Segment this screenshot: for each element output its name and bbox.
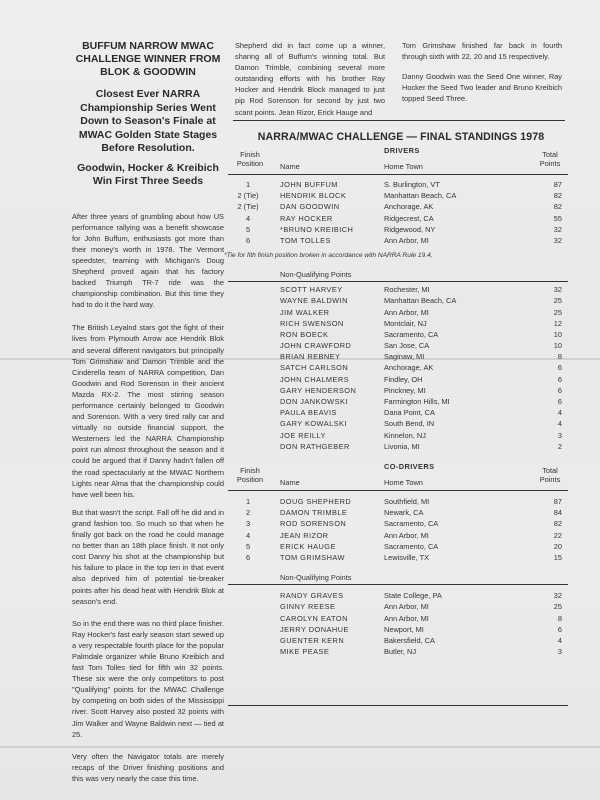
table-row [228, 441, 568, 452]
total-points: 6 [557, 374, 562, 384]
col-finish-position [228, 150, 272, 168]
competitor-name: GARY KOWALSKI [280, 419, 347, 429]
competitor-name: JOHN CHALMERS [280, 374, 350, 384]
competitor-name: *BRUNO KREIBICH [280, 224, 354, 234]
table-row [228, 213, 568, 224]
codrivers-nq-rows [228, 590, 568, 657]
table-row [228, 530, 568, 541]
competitor-name: JOE REILLY [280, 430, 326, 440]
competitor-name: JEAN RIZOR [280, 530, 329, 540]
table-row [228, 385, 568, 396]
table-row [228, 351, 568, 362]
competitor-name: GINNY REESE [280, 602, 336, 612]
finish-position: 6 [245, 552, 251, 562]
home-town: S. Burlington, VT [384, 180, 440, 189]
competitor-name: RANDY GRAVES [280, 591, 344, 601]
home-town: South Bend, IN [384, 419, 435, 429]
total-points: 4 [557, 419, 562, 429]
home-town: Saginaw, MI [384, 352, 425, 362]
table-row [228, 430, 568, 441]
home-town: Newark, CA [384, 508, 424, 518]
home-town: Southfield, MI [384, 497, 430, 506]
table-row [228, 496, 568, 507]
col-label: Total [542, 150, 558, 159]
article-paragraph: So in the end there was no third place finisher. Ray Hocker's fast early season start sewed up a very respectable fourth place for the popular Palmdale organizer while Bruno Kreibich and fast Tom Tolles tied for fifth win 32 points. These six were the only competitors to post "Qualifying" points for the MWAC Challenge by competing on both sides of the Mississippi river. Scott Harvey also posted 32 points with Jim Walker and Wayne Baldwin next — tied at 25. [72, 618, 224, 739]
table-row [228, 552, 568, 563]
table-header [228, 146, 568, 174]
section-codrivers: CO-DRIVERS [384, 462, 435, 471]
drivers-rows [228, 179, 568, 246]
home-town: Ridgecrest, CA [384, 213, 434, 223]
finish-position: 6 [245, 235, 251, 245]
table-row [228, 635, 568, 646]
competitor-name: TOM TOLLES [280, 235, 331, 245]
table-row [228, 418, 568, 429]
col-label: Position [236, 159, 264, 168]
finish-position: 1 [245, 180, 251, 189]
total-points: 32 [553, 235, 562, 245]
article-headline: BUFFUM NARROW MWAC CHALLENGE WINNER FROM BLOK & GOODWIN [75, 40, 221, 78]
col-label: Finish [240, 466, 260, 475]
table-row [228, 235, 568, 246]
competitor-name: SCOTT HARVEY [280, 285, 343, 295]
home-town: Ann Arbor, MI [384, 235, 429, 245]
competitor-name: DAN GOODWIN [280, 202, 340, 212]
home-town: Sacramento, CA [384, 329, 439, 339]
home-town: Anchorage, AK [384, 202, 434, 212]
article-paragraph: After three years of grumbling about how US performance rallying was a benefit showcase for John Buffum, enthusiasts got more than their money's worth in 1978. The Vermont speedster, teaming with Michigan's Doug Shepherd proved again that his factory backed Triumph TR-7 ride was the championship combination. But this time they had to do it the hard way. [72, 211, 224, 310]
total-points: 25 [553, 296, 562, 306]
table-row [228, 295, 568, 306]
total-points: 25 [553, 602, 562, 612]
competitor-name: DAMON TRIMBLE [280, 508, 348, 518]
competitor-name: CAROLYN EATON [280, 613, 348, 623]
total-points: 2 [557, 441, 562, 451]
home-town: Montclair, NJ [384, 318, 427, 328]
finish-position: 5 [245, 541, 251, 551]
table-row [228, 613, 568, 624]
competitor-name: ROD SORENSON [280, 519, 347, 529]
table-row [228, 179, 568, 190]
home-town: Sacramento, CA [384, 541, 439, 551]
table-row [228, 396, 568, 407]
competitor-name: RON BOECK [280, 329, 329, 339]
col-home-town: Home Town [384, 478, 423, 487]
total-points: 82 [553, 191, 562, 201]
article-continuation-col2 [402, 40, 562, 104]
table-row [228, 284, 568, 295]
total-points: 10 [553, 341, 562, 351]
table-row [228, 624, 568, 635]
non-qualifying-label: Non-Qualifying Points [280, 270, 352, 280]
competitor-name: HENDRIK BLOCK [280, 191, 347, 201]
table-row [228, 646, 568, 657]
table-row [228, 329, 568, 340]
finish-position: 4 [245, 530, 251, 540]
col-label: Points [539, 159, 561, 168]
finish-position: 2 (Tie) [237, 191, 259, 201]
article-continuation-col1: Shepherd did in fact come up a winner, sharing all of Buffum's winning total. But Damon Trimble, combining several more outstanding efforts with his brother Ray Hocker and Hendrik Block managed to just pip Rod Sorenson for second by just two scant points. Jean Rizor, Erick Hauge and [235, 41, 385, 117]
home-town: Ann Arbor, MI [384, 530, 429, 540]
home-town: Livonia, MI [384, 441, 420, 451]
home-town: Kinnelon, NJ [384, 430, 426, 440]
home-town: Ridgewood, NY [384, 224, 436, 234]
table-row [228, 507, 568, 518]
competitor-name: DON RATHGEBER [280, 441, 350, 451]
section-divider [233, 120, 565, 121]
article-paragraph: But that wasn't the script. Fall off he did and in grand fashion too. So much so that when he finally got back on the road he could manage no better than an 18th place finish. It not only cost Danny his shot at the championship but his failure to place in the top ten in that event also deprived him of potential tie-breaker points after his dead heat with Hendrik Blok at season's end. [72, 507, 224, 606]
total-points: 8 [557, 352, 562, 362]
home-town: Rochester, MI [384, 285, 430, 295]
total-points: 6 [557, 363, 562, 373]
total-points: 32 [553, 591, 562, 601]
home-town: Findley, OH [384, 374, 423, 384]
total-points: 15 [553, 552, 562, 562]
header-rule [228, 281, 568, 282]
table-row [228, 340, 568, 351]
total-points: 4 [557, 635, 562, 645]
header-rule [228, 584, 568, 585]
col-finish-position [228, 466, 272, 484]
total-points: 3 [557, 647, 562, 657]
competitor-name: DON JANKOWSKI [280, 397, 348, 406]
table-row [228, 307, 568, 318]
total-points: 87 [553, 180, 562, 189]
home-town: Butler, NJ [384, 647, 417, 657]
competitor-name: PAULA BEAVIS [280, 408, 337, 418]
home-town: Lewisville, TX [384, 552, 430, 562]
col-home-town: Home Town [384, 162, 423, 171]
table-row [228, 541, 568, 552]
home-town: State College, PA [384, 591, 442, 601]
home-town: Ann Arbor, MI [384, 307, 429, 317]
article-paragraph: The British Leyalnd stars got the fight of their lives from Plymouth Arrow ace Hendrik Blok and several different navigators but principally Tom Grimshaw and Damon Trimble and the Cinderella team of NARRA competition, Dan Goodwin and Rod Sorenson in their ancient Mazda RX-2. The most stirring season performance certainly belonged to Goodwin and Sorenson. With a very tired rally car and virtually no outside financial support, the Westerners led the NARRA Championship point run almost throughout the season and it could be argued that if Danny hadn't fallen off the road spectacularly at the MWAC Northern Lights near Alma that the championship could have well been his. [72, 323, 224, 499]
competitor-name: JOHN CRAWFORD [280, 341, 352, 351]
finish-position: 2 (Tie) [237, 202, 259, 212]
drivers-non-qualifying [228, 269, 568, 452]
home-town: Manhattan Beach, CA [384, 296, 457, 306]
competitor-name: MIKE PEASE [280, 647, 330, 657]
finish-position: 2 [245, 508, 251, 518]
finish-position: 5 [245, 224, 251, 234]
table-row [228, 374, 568, 385]
total-points: 32 [553, 224, 562, 234]
finish-position: 4 [245, 213, 251, 223]
home-town: Pinckney, MI [384, 385, 426, 395]
col-name: Name [280, 478, 300, 487]
table-header [228, 462, 568, 490]
home-town: Anchorage, AK [384, 363, 434, 373]
home-town: Newport, MI [384, 624, 424, 634]
total-points: 6 [557, 624, 562, 634]
competitor-name: JIM WALKER [280, 307, 330, 317]
competitor-name: BRIAN REBNEY [280, 352, 341, 362]
competitor-name: SATCH CARLSON [280, 363, 349, 373]
standings-title: NARRA/MWAC CHALLENGE — FINAL STANDINGS 1978 [257, 131, 545, 143]
competitor-name: WAYNE BALDWIN [280, 296, 348, 306]
table-row [228, 407, 568, 418]
total-points: 32 [553, 285, 562, 295]
total-points: 84 [553, 508, 562, 518]
home-town: San Jose, CA [384, 341, 430, 351]
col-name: Name [280, 162, 300, 171]
article-paragraph: Danny Goodwin was the Seed One winner, Ray Hocker the Seed Two leader and Bruno Kreibich topped Seed Three. [402, 72, 562, 104]
total-points: 10 [553, 329, 562, 339]
drivers-nq-rows [228, 284, 568, 452]
total-points: 12 [553, 318, 562, 328]
table-row [228, 601, 568, 612]
home-town: Sacramento, CA [384, 519, 439, 529]
total-points: 6 [557, 397, 562, 406]
table-row [228, 224, 568, 235]
total-points: 22 [553, 530, 562, 540]
col-label: Points [539, 475, 561, 484]
article-paragraph: Tom Grimshaw finished far back in fourth through sixth with 22, 20 and 15 respectively. [402, 41, 562, 62]
home-town: Farmington Hills, MI [384, 397, 450, 406]
home-town: Manhattan Beach, CA [384, 191, 457, 201]
competitor-name: DOUG SHEPHERD [280, 497, 352, 506]
col-total-points [532, 466, 568, 484]
section-drivers: DRIVERS [384, 146, 420, 155]
home-town: Ann Arbor, MI [384, 602, 429, 612]
table-row [228, 318, 568, 329]
total-points: 87 [553, 497, 562, 506]
total-points: 55 [553, 213, 562, 223]
competitor-name: TOM GRIMSHAW [280, 552, 345, 562]
total-points: 20 [553, 541, 562, 551]
codrivers-table [228, 462, 568, 657]
total-points: 25 [553, 307, 562, 317]
home-town: Dana Point, CA [384, 408, 435, 418]
total-points: 82 [553, 519, 562, 529]
table-row [228, 201, 568, 212]
table-row [228, 518, 568, 529]
competitor-name: GUENTER KERN [280, 635, 345, 645]
table-row [228, 362, 568, 373]
tie-footnote: *Tie for fith finish position broken in accordance with NARRA Rule 19.4. [224, 252, 433, 260]
total-points: 8 [557, 613, 562, 623]
codrivers-non-qualifying [228, 572, 568, 657]
total-points: 6 [557, 385, 562, 395]
finish-position: 1 [245, 497, 251, 506]
table-row [228, 190, 568, 201]
article-column [72, 40, 224, 784]
article-paragraph: Very often the Navigator totals are merely recaps of the Driver finishing positions and this was very nearly the case this time. [72, 751, 224, 783]
col-label: Finish [240, 150, 260, 159]
col-total-points [532, 150, 568, 168]
competitor-name: ERICK HAUGE [280, 541, 336, 551]
finish-position: 3 [245, 519, 251, 529]
section-divider [228, 705, 568, 706]
competitor-name: JOHN BUFFUM [280, 180, 338, 189]
home-town: Ann Arbor, MI [384, 613, 429, 623]
drivers-table [224, 146, 568, 452]
competitor-name: GARY HENDERSON [280, 385, 357, 395]
col-label: Position [236, 475, 264, 484]
total-points: 4 [557, 408, 562, 418]
table-row [228, 590, 568, 601]
article-subhead: Closest Ever NARRA Championship Series Went Down to Season's Finale at MWAC Golden State Stages Before Resolution. [78, 88, 218, 154]
home-town: Bakersfield, CA [384, 635, 435, 645]
competitor-name: RICH SWENSON [280, 318, 344, 328]
col-label: Total [542, 466, 558, 475]
article-subhead-seeds: Goodwin, Hocker & Kreibich Win First Three Seeds [77, 161, 219, 187]
codrivers-rows [228, 496, 568, 563]
non-qualifying-label: Non-Qualifying Points [280, 573, 352, 583]
total-points: 3 [557, 430, 562, 440]
competitor-name: JERRY DONAHUE [280, 624, 349, 634]
competitor-name: RAY HOCKER [280, 213, 333, 223]
total-points: 82 [553, 202, 562, 212]
